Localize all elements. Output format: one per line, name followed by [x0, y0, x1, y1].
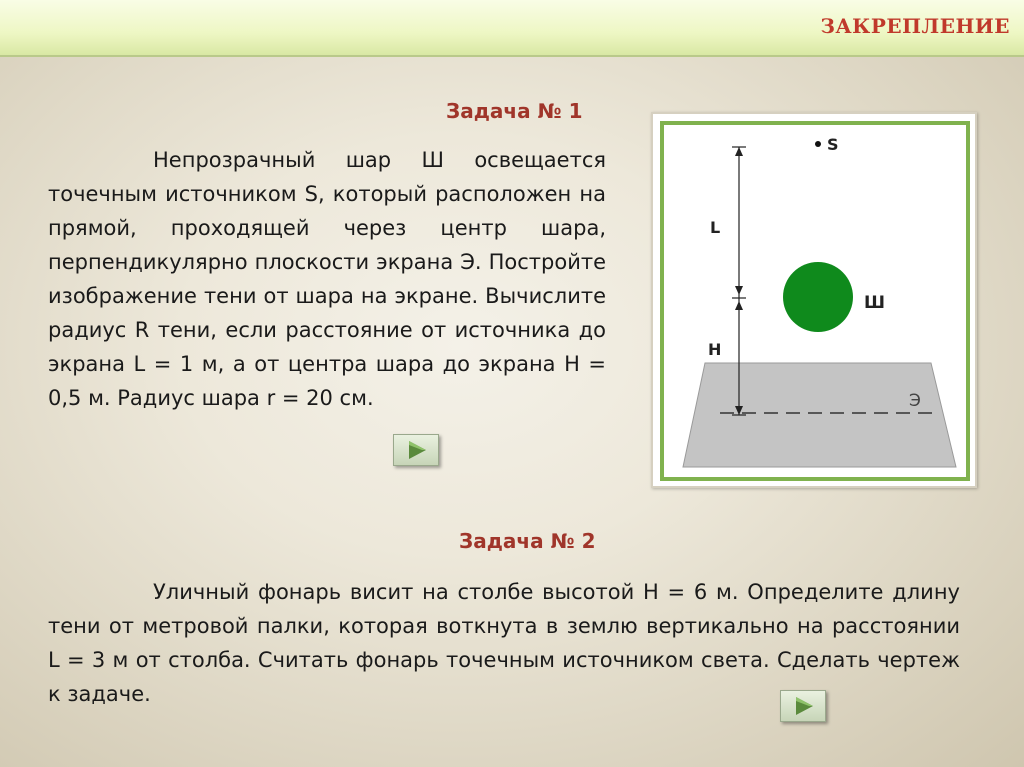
- figure-diagram: [660, 121, 970, 481]
- source-label: S: [827, 135, 839, 154]
- task1-text: Непрозрачный шар Ш освещается точечным источником S, который расположен на прямой, проходящей через центр шара, перпендикулярно плоскости экрана Э. Постройте изображение тени от шара на экране. Вычислите радиус R тени, если расстояние от источника до экрана L = 1 м, а от центра шара до экрана H = 0,5 м. Радиус шара r = 20 см.: [48, 148, 606, 410]
- play-icon: [394, 435, 438, 465]
- shadow-diagram: [664, 125, 966, 477]
- figure-frame: [651, 112, 977, 488]
- screen-label: Э: [909, 391, 921, 411]
- screen-plane: [683, 363, 956, 467]
- play-icon: [781, 691, 825, 721]
- label-H: H: [708, 340, 722, 359]
- task2-text: Уличный фонарь висит на столбе высотой H = 6 м. Определите длину тени от метровой палки, которая воткнута в землю вертикально на расстоянии L = 3 м от столба. Считать фонарь точечным источником света. Сделать чертеж к задаче.: [48, 580, 960, 706]
- arrow-mid-up: [735, 286, 743, 295]
- ball: [783, 262, 853, 332]
- ball-label: Ш: [864, 293, 886, 313]
- play-button-task1[interactable]: [393, 434, 439, 466]
- play-button-task2[interactable]: [780, 690, 826, 722]
- task1-heading: Задача № 1: [446, 99, 583, 123]
- arrow-mid-down: [735, 301, 743, 310]
- header-bar: [0, 0, 1024, 57]
- task2-heading: Задача № 2: [459, 529, 596, 553]
- arrow-top: [735, 147, 743, 156]
- label-L: L: [710, 218, 721, 237]
- source-point: [815, 141, 821, 147]
- slide-title: ЗАКРЕПЛЕНИЕ: [820, 14, 1010, 38]
